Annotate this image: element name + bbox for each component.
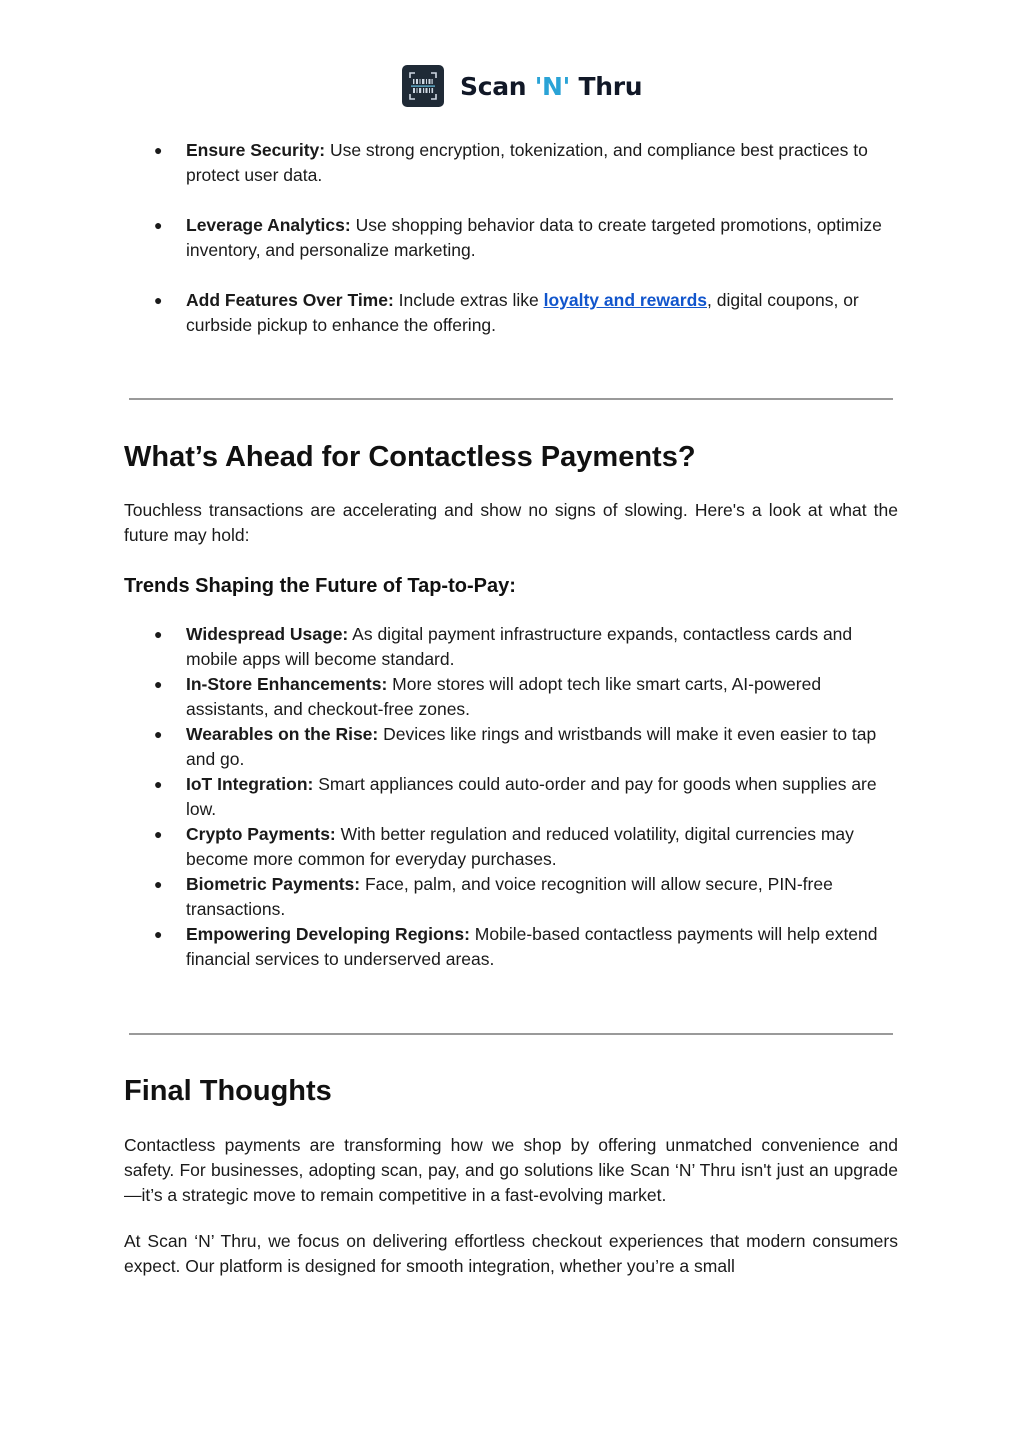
section-divider: [129, 398, 893, 400]
list-item: ● In-Store Enhancements: More stores will adopt tech like smart carts, AI-powered assistants, and checkout-free zones.: [154, 674, 822, 719]
list-item: ● Widespread Usage: As digital payment infrastructure expands, contactless cards and mobile apps will become standard.: [154, 624, 853, 669]
list-item: ● Add Features Over Time: Include extras like loyalty and rewards, digital coupons, or curbside pickup to enhance the offering.: [154, 290, 859, 335]
loyalty-rewards-link[interactable]: loyalty and rewards: [543, 290, 707, 310]
section-heading: What’s Ahead for Contactless Payments?: [124, 441, 696, 473]
section-heading: Final Thoughts: [124, 1075, 332, 1107]
bullet-icon: ●: [154, 926, 163, 942]
bullet-icon: ●: [154, 726, 163, 742]
bullet-icon: ●: [154, 676, 163, 692]
barcode-scan-icon: [402, 65, 444, 107]
section-divider: [129, 1033, 893, 1035]
practices-list: [124, 138, 904, 363]
trends-list: [124, 622, 904, 972]
bullet-icon: ●: [154, 142, 163, 158]
subheading: Trends Shaping the Future of Tap-to-Pay:: [124, 575, 516, 597]
list-item: ● Empowering Developing Regions: Mobile-based contactless payments will help extend financial services to underserved areas.: [154, 924, 878, 969]
list-item: ● Biometric Payments: Face, palm, and voice recognition will allow secure, PIN-free transactions.: [154, 874, 833, 919]
bullet-icon: ●: [154, 876, 163, 892]
list-item: ● IoT Integration: Smart appliances could auto-order and pay for goods when supplies are low.: [154, 774, 877, 819]
brand-name: Scan 'N' Thru: [460, 71, 643, 101]
bullet-icon: ●: [154, 217, 163, 233]
bullet-icon: ●: [154, 776, 163, 792]
bullet-icon: ●: [154, 292, 163, 308]
body-paragraph: Contactless payments are transforming how we shop by offering unmatched convenience and safety. For businesses, adopting scan, pay, and go solutions like Scan ‘N’ Thru isn't just an upgrade—it’s a strategic move to remain competitive in a fast-evolving market.: [124, 1135, 898, 1205]
list-item: ● Crypto Payments: With better regulation and reduced volatility, digital currencies may become more common for everyday purchases.: [154, 824, 854, 869]
bullet-icon: ●: [154, 626, 163, 642]
list-item: ● Ensure Security: Use strong encryption, tokenization, and compliance best practices to protect user data.: [154, 140, 868, 185]
intro-paragraph: Touchless transactions are accelerating and show no signs of slowing. Here's a look at what the future may hold:: [124, 500, 898, 545]
list-item: ● Wearables on the Rise: Devices like rings and wristbands will make it even easier to tap and go.: [154, 724, 877, 769]
bullet-icon: ●: [154, 826, 163, 842]
list-item: ● Leverage Analytics: Use shopping behavior data to create targeted promotions, optimize inventory, and personalize marketing.: [154, 215, 882, 260]
brand-logo[interactable]: [402, 65, 642, 107]
body-paragraph: At Scan ‘N’ Thru, we focus on delivering effortless checkout experiences that modern consumers expect. Our platform is designed for smooth integration, whether you’re a small: [124, 1231, 898, 1276]
